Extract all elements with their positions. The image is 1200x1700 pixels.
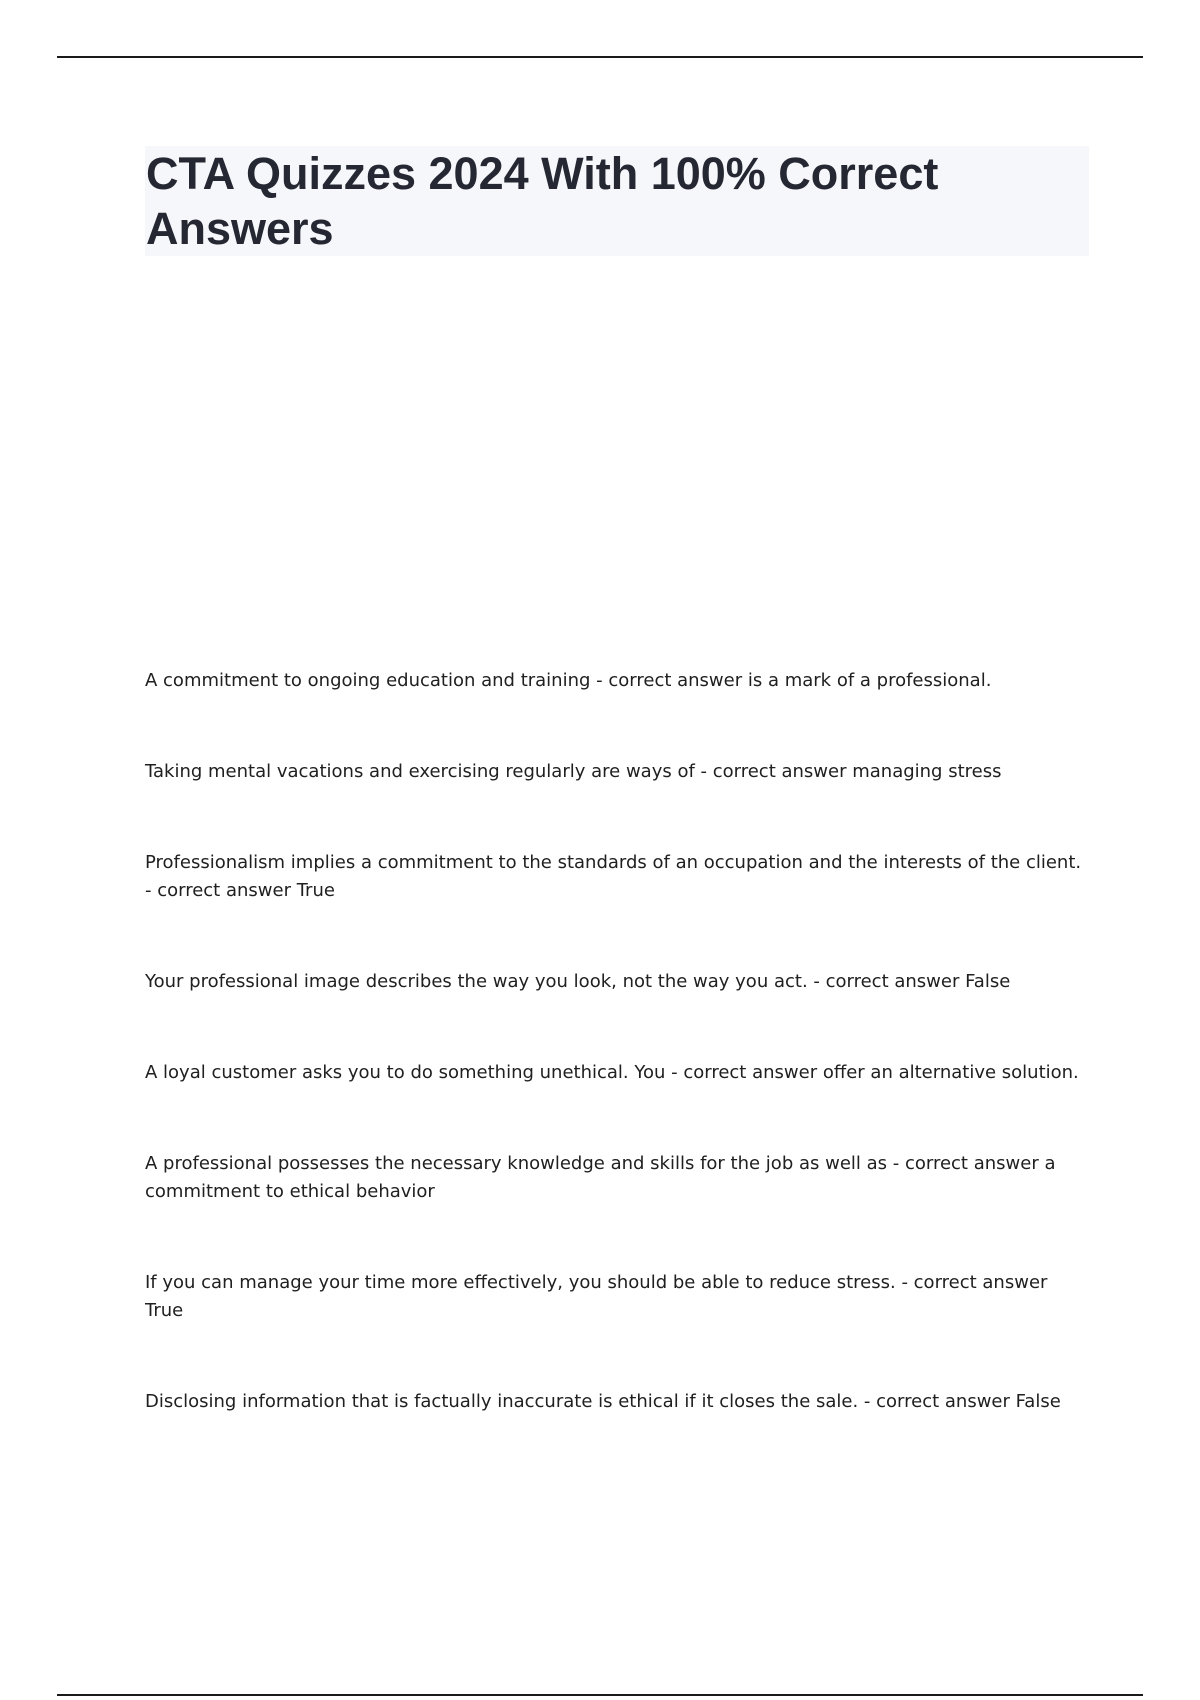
top-rule bbox=[57, 56, 1143, 58]
qa-list bbox=[145, 667, 1090, 1416]
qa-item-3: Professionalism implies a commitment to the standards of an occupation and the interests of the client. - correct answer True bbox=[145, 852, 1082, 901]
qa-item-7: If you can manage your time more effectively, you should be able to reduce stress. - correct answer True bbox=[145, 1272, 1048, 1321]
title-block bbox=[145, 146, 1089, 256]
qa-item-2: Taking mental vacations and exercising regularly are ways of - correct answer managing stress bbox=[145, 761, 1002, 782]
bottom-rule bbox=[57, 1694, 1143, 1696]
qa-item-1: A commitment to ongoing education and training - correct answer is a mark of a professional. bbox=[145, 670, 992, 691]
qa-item-5: A loyal customer asks you to do something unethical. You - correct answer offer an alternative solution. bbox=[145, 1062, 1079, 1083]
qa-item-4: Your professional image describes the way you look, not the way you act. - correct answer False bbox=[145, 971, 1011, 992]
qa-item-8: Disclosing information that is factually inaccurate is ethical if it closes the sale. - correct answer False bbox=[145, 1391, 1061, 1412]
qa-item-6: A professional possesses the necessary knowledge and skills for the job as well as - correct answer a commitment to ethical behavior bbox=[145, 1153, 1056, 1202]
document-title: CTA Quizzes 2024 With 100% Correct Answers bbox=[146, 148, 939, 254]
